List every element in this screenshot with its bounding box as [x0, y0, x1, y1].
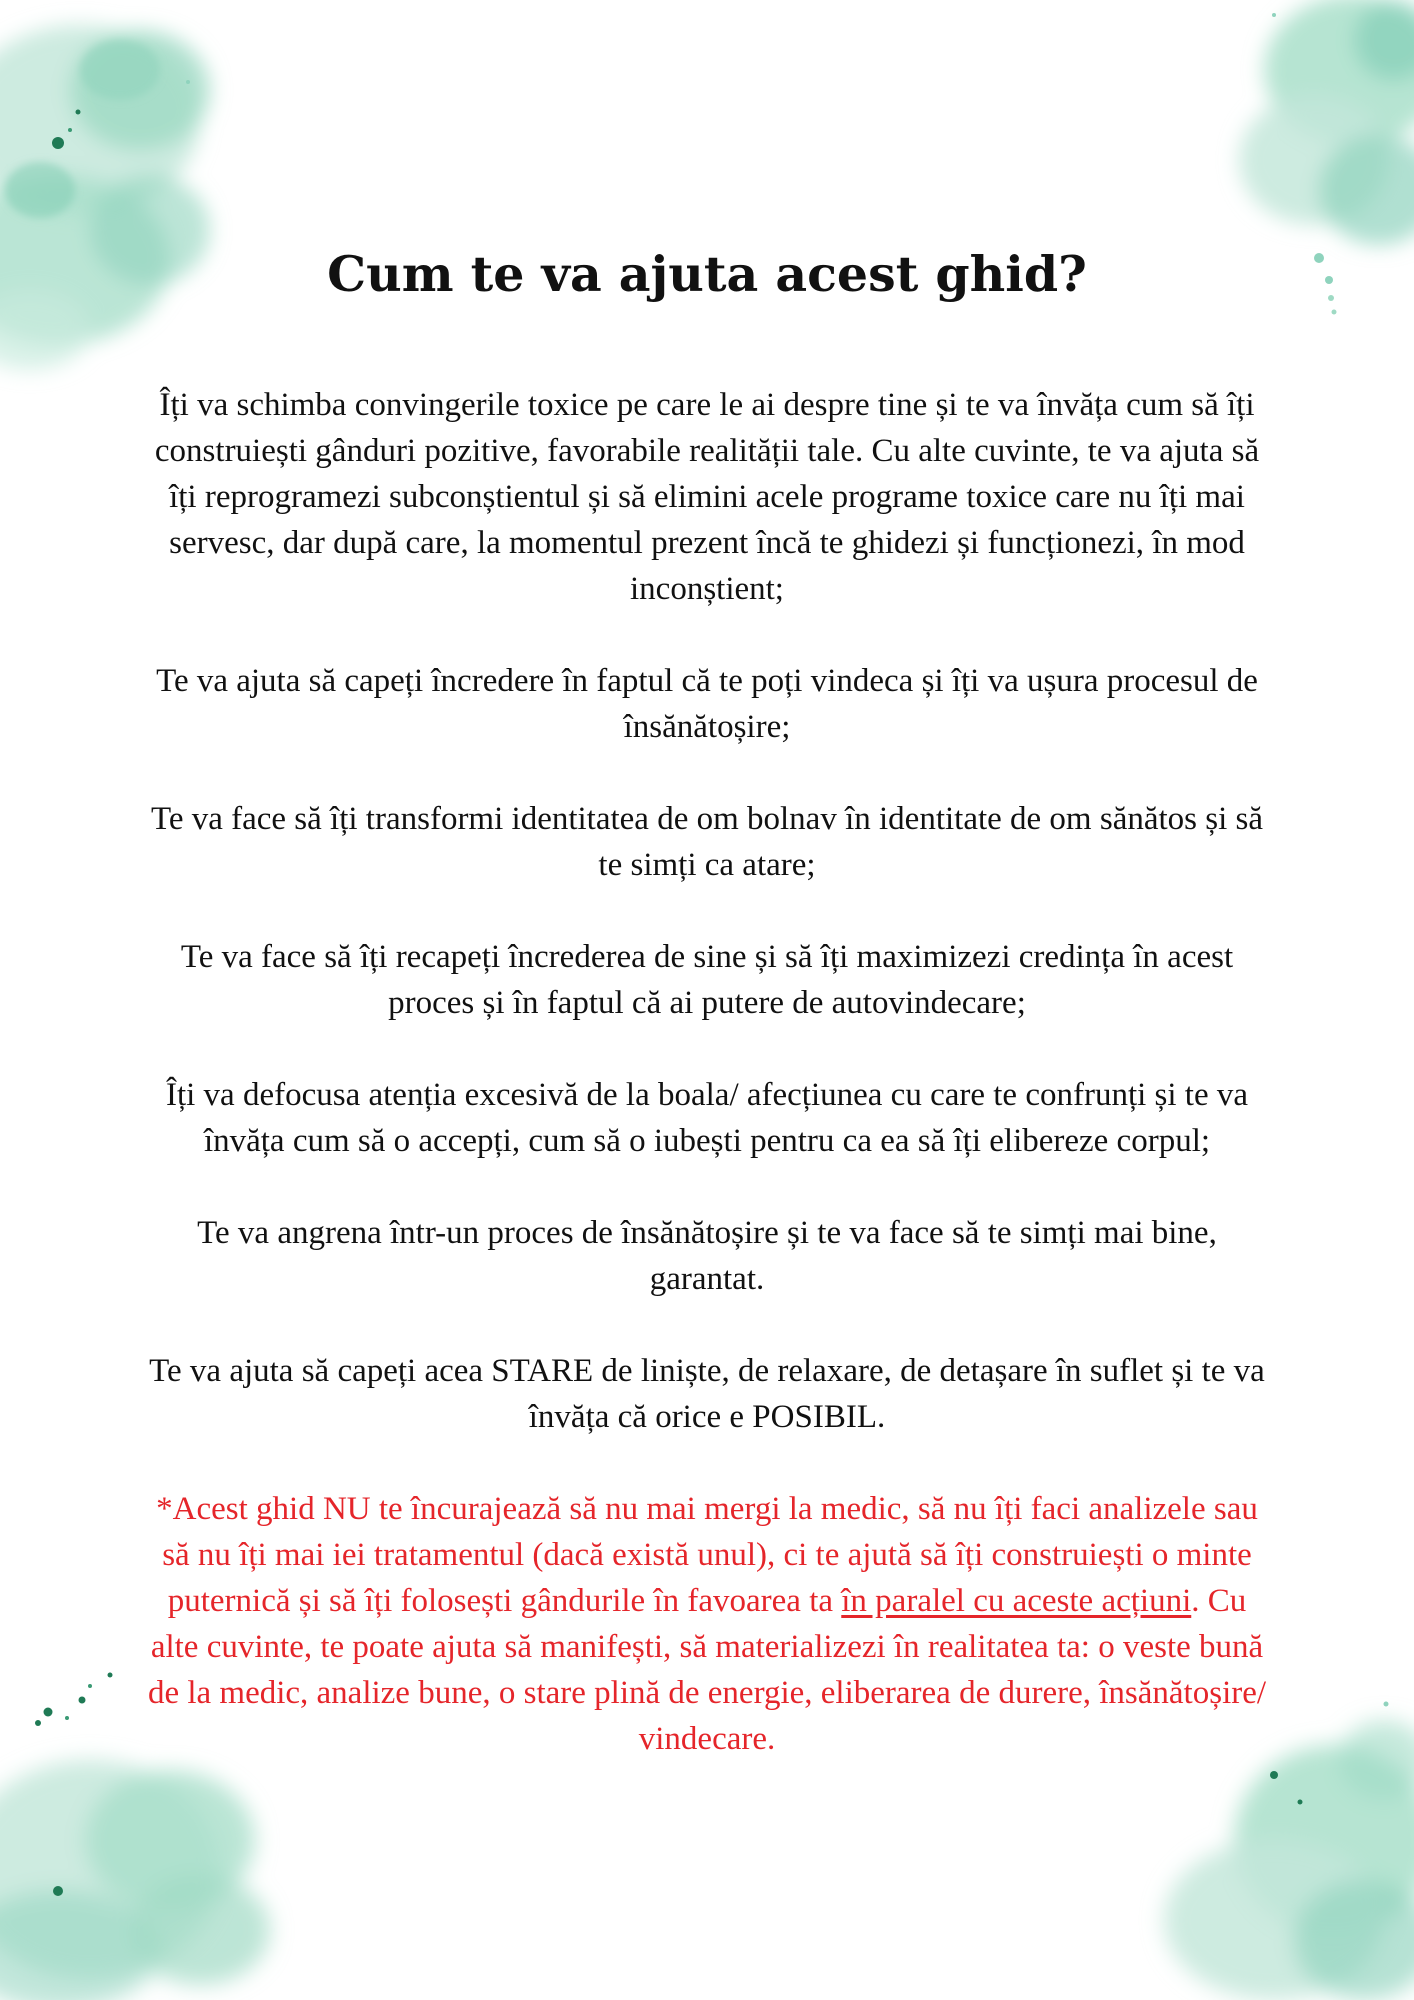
benefit-paragraph: Îți va schimba convingerile toxice pe care le ai despre tine și te va învăța cum să îți construiești gânduri pozitive, favorabile realității tale. Cu alte cuvinte, te va ajuta să îți reprogramezi subconștientul și să elimini acele programe toxice care nu îți mai servesc, dar după care, la momentul prezent încă te ghidezi și funcționezi, în mod inconștient;	[154, 387, 1260, 607]
disclaimer-underlined-text: în paralel cu aceste acțiuni	[841, 1583, 1192, 1619]
benefit-paragraph: Te va ajuta să capeți acea STARE de liniște, de relaxare, de detașare în suflet și te va învăța că orice e POSIBIL.	[149, 1353, 1265, 1435]
disclaimer-text-end: . Cu alte cuvinte, te poate ajuta să manifești, să materializezi în realitatea ta: o veste bună de la medic, analize bune, o stare plină de energie, eliberarea de durere, însănătoșire/ vindecare.	[147, 1583, 1267, 1757]
guide-benefits-content	[140, 382, 1274, 1762]
benefit-paragraph: Te va face să îți transformi identitatea de om bolnav în identitate de om sănătos și să te simți ca atare;	[150, 801, 1263, 883]
benefit-paragraph: Îți va defocusa atenția excesivă de la boala/ afecțiunea cu care te confrunți și te va învăța cum să o accepți, cum să o iubești pentru ca ea să îți elibereze corpul;	[165, 1077, 1249, 1159]
benefit-paragraph: Te va angrena într-un proces de însănătoșire și te va face să te simți mai bine, garantat.	[197, 1215, 1217, 1297]
benefit-paragraph: Te va ajuta să capeți încredere în faptul că te poți vindeca și îți va ușura procesul de însănătoșire;	[156, 663, 1258, 745]
benefit-paragraph: Te va face să îți recapeți încrederea de sine și să îți maximizezi credința în acest proces și în faptul că ai putere de autovindecare;	[180, 939, 1234, 1021]
disclaimer-text: *Acest ghid NU te încurajează să nu mai mergi la medic, să nu îți faci analizele sau să nu îți mai iei tratamentul (dacă există unul), ci te ajută să îți construiești o minte puternică și să îți folosești gândurile în favoarea ta	[156, 1491, 1258, 1619]
page-title: Cum te va ajuta acest ghid?	[327, 245, 1087, 303]
watercolor-top-left-decoration	[0, 0, 280, 400]
disclaimer-note	[140, 1486, 1274, 1762]
